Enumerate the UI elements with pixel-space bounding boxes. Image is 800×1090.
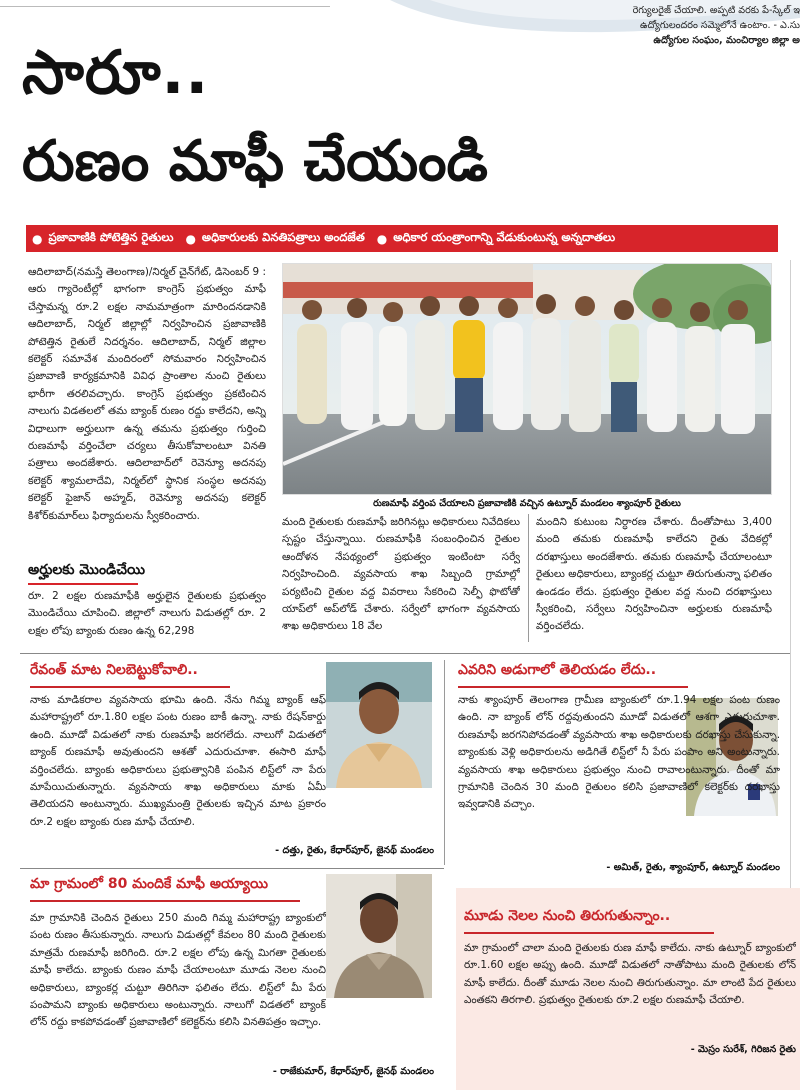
top-corner-text: [548, 3, 800, 48]
column-2-body: మంది రైతులకు రుణమాఫీ జరిగినట్లు అధికారులు నివేదికలు స్పష్టం చేస్తున్నాయి. రుణమాఫీకి సంబంధించిన రైతుల ఆందోళన నేపథ్యంలో ప్రభుత్వం ఇంటింటా సర్వే నిర్వహించింది. వ్యవసాయ శాఖ సిబ్బంది గ్రామాల్లో పర్యటించి రైతుల వద్ద వివరాలు సేకరించి సెల్ఫీ ఫొటోతో యాప్‌లో అప్‌లోడ్ చేశారు. సర్వేలో భాగంగా వ్యవసాయ శాఖ అధికారులు 18 వేల: [282, 516, 520, 633]
lead-article-body: ఆదిలాబాద్(నమస్తే తెలంగాణ)/నిర్మల్ చైన్‌గేట్, డిసెంబర్ 9 : ఆరు గ్యారెంటీల్లో భాగంగా కాంగ్రెస్ ప్రభుత్వం మాఫీ చేస్తామన్న రూ.2 లక్షల నామమాత్రంగా మారిందనడానికి ఆదిలాబాద్, నిర్మల్ జిల్లాల్లో నిర్వహించిన ప్రజావాణికి పోటెత్తిన రైతులే నిదర్శనం. ఆదిలాబాద్, నిర్మల్ జిల్లాల కలెక్టర్ సమావేశ మందిరంలో సోమవారం నిర్వహించిన ప్రజావాణి కార్యక్రమానికి వివిధ ప్రాంతాల నుంచి రైతులు భారీగా తరలివచ్చారు. కాంగ్రెస్ ప్రభుత్వం ప్రకటించిన నాలుగు విడతలలో తమ బ్యాంక్ రుణం రద్దు కాలేదని, అన్ని విధాలుగా అర్హులుగా ఉన్న తమను ప్రభుత్వం గుర్తించి రుణమాఫీ వర్తించేలా చర్యలు తీసుకోవాలంటూ వినతి పత్రాలు అందజేశారు. ఆదిలాబాద్‌లో రెవెన్యూ అదనపు కలెక్టర్ శ్యామలాదేవి, నిర్మల్‌లో స్థానిక సంస్థల అదనపు కలెక్టర్ ఫైజాన్ అహ్మద్, రెవెన్యూ అదనపు కలెక్టర్ కిశోర్‌కుమార్‌లు ఫిర్యాదులను స్వీకరించారు.: [28, 266, 266, 522]
subhead-underline: [28, 583, 138, 585]
right-edge-rule: [790, 260, 791, 900]
column-divider: [528, 514, 529, 642]
quote-box-2-body: నాకు శ్యాంపూర్ తెలంగాణ గ్రామీణ బ్యాంకులో రూ.1.94 లక్షల పంట రుణం ఉంది. నా బ్యాంక్ లోన్ రద్దవుతుందని మూడో విడుతలో ఆశగా ఎదురుచూశా. రుణమాఫీ జరగనిపోవడంతో వ్యవసాయ శాఖ అధికారులకు దరఖాస్తు చేసుకున్నా. బ్యాంకుకు వెళ్లి అధికారులను అడిగితే లిస్ట్‌లో నీ పేరు పంపాం అని అంటున్నారు. వ్యవసాయ శాఖ అధికారులు ప్రభుత్వం నుంచి రావాలంటున్నారు. దీంతో మా గ్రామానికి చెందిన 30 మంది రైతులం కలిసి ప్రజావాణిలో కలెక్టర్‌కు దరఖాస్తు ఇవ్వడానికి వచ్చాం.: [458, 694, 780, 811]
top-corner-line-2: ఉద్యోగులందరం సమ్మెలోనే ఉంటాం. - ఎ.సు: [639, 20, 800, 31]
quote-box-1-title: రేవంత్ మాట నిలబెట్టుకోవాలి..: [30, 662, 198, 678]
bullet-icon: ●: [185, 231, 196, 246]
lower-separator: [20, 868, 444, 869]
quote-box-4-byline: - మెస్రం సురేశ్, గిరిజన రైతు: [690, 1044, 796, 1055]
quote-box-3-title-underline: [30, 900, 300, 902]
top-corner-line-3: ఉద్యోగుల సంఘం, మంచిర్యాల జిల్లా అ: [653, 35, 800, 46]
quote-box-4: [456, 888, 800, 1090]
highlight-2: అధికారులకు వినతిపత్రాలు అందజేత: [201, 230, 365, 244]
section-separator: [20, 653, 790, 654]
quote-box-3-title: మా గ్రామంలో 80 మందికే మాఫీ అయ్యాయి: [30, 876, 268, 892]
bullet-icon: ●: [32, 231, 43, 246]
top-left-rule: [0, 6, 330, 7]
highlight-1: ప్రజావాణికి పోటెత్తిన రైతులు: [48, 230, 174, 244]
quote-box-3-byline: - రాజేకుమార్, కేధార్‌పూర్, జైనథ్ మండలం: [272, 1066, 434, 1077]
farmer-portrait-1: [326, 662, 432, 788]
headline-line-1: సారూ..: [22, 38, 210, 108]
photo-caption: రుణమాఫీ వర్తింప చేయాలని ప్రజావాణికి వచ్చిన ఉట్నూర్ మండలం శ్యాంపూర్ రైతులు: [373, 498, 681, 509]
quote-box-4-body: మా గ్రామంలో చాలా మంది రైతులకు రుణ మాఫీ కాలేదు. నాకు ఉట్నూర్ బ్యాంకులో రూ.1.60 లక్షల అప్పు ఉంది. మూడో విడుతలో నాతోపాటు మంది రైతులకు లోన్ మాఫీ కాలేదు. దీంతో మూడు నెలల నుంచి తిరుగుతున్నాం. మా లాంటి పేద రైతులు ఎంతకని తిరగాలి. ప్రభుత్వం రైతులకు రూ.2 లక్షల రుణమాఫీ చేయాలి.: [464, 942, 796, 1007]
farmers-group-photo: [282, 263, 772, 495]
quote-box-3-body: మా గ్రామానికి చెందిన రైతులు 250 మంది గిమ్మ మహారాష్ట్ర బ్యాంకులో పంట రుణం తీసుకున్నారు. నాలుగు విడుతల్లో కేవలం 80 మంది రైతులకు మాత్రమే రుణమాఫీ జరిగింది. రూ.2 లక్షల లోపు ఉన్న మిగతా రైతులకు మాఫీ కాలేదు. బ్యాంకు రుణం మాఫీ చేయాలంటూ మూడు నెలల నుంచి అధికారులు, బ్యాంకర్ల చుట్టూ తిరిగినా ఫలితం లేదు. లిస్ట్‌లో మీ పేరు పంపామని బ్యాంకు అధికారులు అంటున్నారు. నాలుగో విడతలో బ్యాంక్ లోన్ రద్దు కాకపోవడంతో ప్రజావాణిలో కలెక్టర్‌ను కలిసి వినతిపత్రం ఇచ్చాం.: [30, 912, 326, 1029]
highlight-3: అధికార యంత్రాంగాన్ని వేడుకుంటున్న అన్నదాతలు: [393, 230, 616, 244]
subhead-body: రూ. 2 లక్షల రుణమాఫీకి అర్హులైన రైతులకు ప్రభుత్వం మొండిచేయి చూపించి. జిల్లాలో నాలుగు విడుతల్లో రూ. 2 లక్షల లోపు బ్యాంకు రుణం ఉన్న 62,298: [28, 590, 266, 637]
bullet-icon: ●: [376, 231, 388, 246]
quote-box-2-byline: - అమిత్, రైతు, శ్యాంపూర్, ఉట్నూర్ మండలం: [606, 862, 780, 873]
top-corner-line-1: రెగ్యులరైజ్ చేయాలి. అప్పటి వరకు పే-స్కేల్ ఇ: [632, 5, 800, 16]
quote-box-1-title-underline: [30, 686, 230, 688]
quote-box-2-title-underline: [458, 686, 688, 688]
quote-box-1-body: నాకు మాడికరాల వ్యవసాయ భూమి ఉంది. నేను గిమ్మ బ్యాంక్ ఆఫ్ మహారాష్ట్రలో రూ.1.80 లక్షల పంట రుణం బాకీ ఉన్నా. నాకు రేషన్‌కార్డు ఉంది. మూడో విడుతలో నాకు రుణమాఫీ జరగలేదు. నాలుగో విడుతలో బ్యాంక్ రుణమాఫీ అవుతుందని ఆశతో ఎదురుచూశా. ఈసారి మాఫీ వర్తించలేదు. బ్యాంకు అధికారులు ప్రభుత్వానికి పంపిన లిస్ట్‌లో నా పేరు మాపేయిచుతున్నారు. వ్యవసాయ శాఖ అధికారులు మాకు ఏమీ తెలియదని అంటున్నారు. ముఖ్యమంత్రి రైతులకు ఇచ్చిన మాట ప్రకారం రూ.2 లక్షల బ్యాంకు రుణ మాఫీ చేయాలి.: [30, 694, 326, 828]
headline-line-2: రుణం మాఫీ చేయండి: [22, 129, 488, 194]
column-3-body: మందిని కుటుంబ నిర్ధారణ చేశారు. దీంతోపాటు 3,400 మంది తమకు రుణమాఫీ కాలేదని రైతు వేదికల్లో దరఖాస్తులు అందజేశారు. తమకు రుణమాఫీ చేయాలంటూ రైతులు అధికారులు, బ్యాంకర్ల చుట్టూ తిరుగుతున్నా ఫలితం ఉండడం లేదు. ప్రభుత్వం రైతుల వద్ద నుంచి దరఖాస్తులు స్వీకరించి, సర్వేలు నిర్వహించినా అర్హులకు రుణమాఫీ వర్తించలేదు.: [536, 516, 772, 633]
quote-box-4-title-underline: [464, 932, 714, 934]
quote-box-2-title: ఎవరిని అడుగాలో తెలియడం లేదు..: [458, 662, 657, 678]
quote-box-4-title: మూడు నెలల నుంచి తిరుగుతున్నాం..: [464, 908, 671, 924]
quote-box-1-byline: - దత్తు, రైతు, కేధార్‌పూర్, జైనథ్ మండలం: [275, 845, 434, 856]
subhead: అర్హులకు మొండిచేయి: [28, 562, 146, 578]
farmer-portrait-3: [326, 874, 432, 998]
boxes-vertical-divider: [444, 660, 445, 865]
highlights-bar: [26, 225, 778, 252]
